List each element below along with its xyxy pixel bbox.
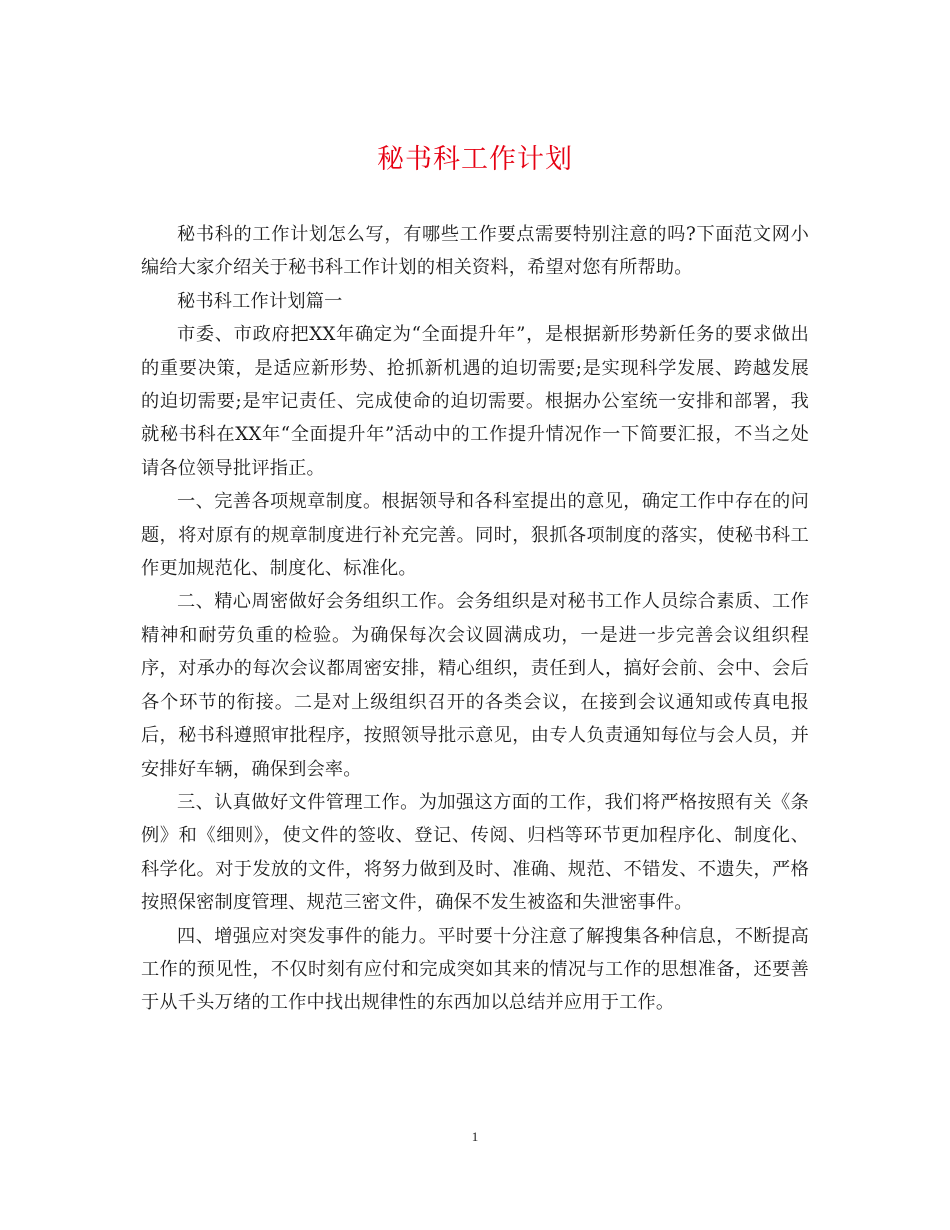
item-3-paragraph: 三、认真做好文件管理工作。为加强这方面的工作，我们将严格按照有关《条例》和《细则》，使文件的签收、登记、传阅、归档等环节更加程序化、制度化、科学化。对于发放的文件，将努力做到及时、准确、规范、不错发、不遗失，严格按照保密制度管理、规范三密文件，确保不发生被盗和失泄密事件。 [141,791,809,914]
intro-paragraph: 秘书科的工作计划怎么写，有哪些工作要点需要特别注意的吗?下面范文网小编给大家介绍关于秘书科工作计划的相关资料，希望对您有所帮助。 [141,224,809,279]
document-body [141,218,809,1020]
overview-paragraph: 市委、市政府把XX年确定为“全面提升年”，是根据新形势新任务的要求做出的重要决策，是适应新形势、抢抓新机遇的迫切需要;是实现科学发展、跨越发展的迫切需要;是牢记责任、完成使命的迫切需要。根据办公室统一安排和部署，我就秘书科在XX年“全面提升年”活动中的工作提升情况作一下简要汇报，不当之处请各位领导批评指正。 [141,324,809,479]
page-number: 1 [471,1129,479,1144]
document-title: 秘书科工作计划 [377,144,573,175]
item-4-paragraph: 四、增强应对突发事件的能力。平时要十分注意了解搜集各种信息，不断提高工作的预见性，不仅时刻有应付和完成突如其来的情况与工作的思想准备，还要善于从千头万绪的工作中找出规律性的东西加以总结并应用于工作。 [141,925,809,1014]
section-heading: 秘书科工作计划篇一 [177,290,343,312]
item-1-paragraph: 一、完善各项规章制度。根据领导和各科室提出的意见，确定工作中存在的问题，将对原有的规章制度进行补充完善。同时，狠抓各项制度的落实，使秘书科工作更加规范化、制度化、标准化。 [141,491,809,580]
item-2-paragraph: 二、精心周密做好会务组织工作。会务组织是对秘书工作人员综合素质、工作精神和耐劳负重的检验。为确保每次会议圆满成功，一是进一步完善会议组织程序，对承办的每次会议都周密安排，精心组织，责任到人，搞好会前、会中、会后各个环节的衔接。二是对上级组织召开的各类会议，在接到会议通知或传真电报后，秘书科遵照审批程序，按照领导批示意见，由专人负责通知每位与会人员，并安排好车辆，确保到会率。 [141,591,809,780]
